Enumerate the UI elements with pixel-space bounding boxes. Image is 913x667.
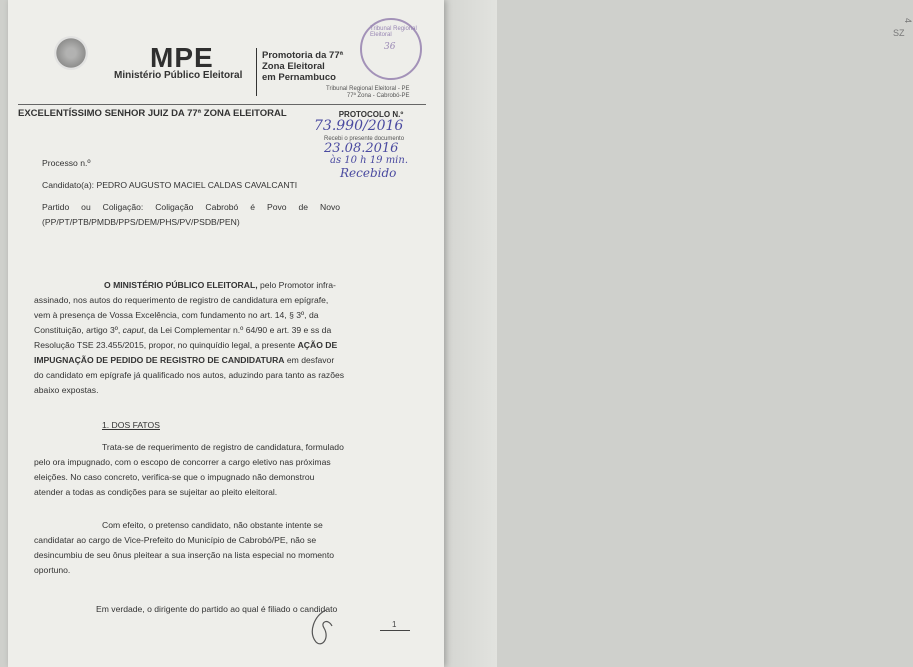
- intro-text: em desfavor: [284, 355, 335, 365]
- intro-line: do candidato em epígrafe já qualificado nos autos, aduzindo para tanto as razões: [34, 370, 345, 380]
- paragraph-3: Em verdade, o dirigente do partido ao qual é filiado o candidato: [96, 604, 338, 614]
- header-rule: [18, 104, 426, 105]
- signature-mark: [306, 608, 336, 648]
- intro-bold: AÇÃO DE: [297, 340, 338, 350]
- paragraph-1: [34, 440, 398, 500]
- tribunal-stamp: [326, 86, 409, 100]
- intro-bold: IMPUGNAÇÃO DE PEDIDO DE REGISTRO DE CANDIDATURA: [34, 355, 285, 365]
- adjacent-page: [443, 0, 913, 667]
- intro-bold: O MINISTÉRIO PÚBLICO ELEITORAL,: [104, 280, 258, 290]
- header-divider: [256, 48, 257, 96]
- paragraph-line: oportuno.: [34, 565, 71, 575]
- promotoria-block: [262, 50, 343, 83]
- paragraph-line: desincumbiu de seu ônus pleitear a sua inserção na lista especial no momento: [34, 550, 335, 560]
- received-label: Recebi o presente documento: [324, 136, 405, 142]
- logo-text: MPE: [150, 42, 214, 73]
- intro-paragraph: [34, 278, 398, 398]
- intro-text: Constituição, artigo 3º,: [34, 325, 123, 335]
- tribunal-line: Tribunal Regional Eleitoral - PE: [326, 86, 410, 92]
- logo-subtitle: Ministério Público Eleitoral: [114, 70, 243, 81]
- partido-text: Partido ou Coligação: Coligação Cabrobó é Povo de Novo: [42, 202, 341, 212]
- section-title: 1. DOS FATOS: [102, 420, 160, 430]
- page-number-rule: [380, 630, 410, 631]
- intro-line: assinado, nos autos do requerimento de registro de candidatura em epígrafe,: [34, 295, 329, 305]
- paragraph-line: eleições. No caso concreto, verifica-se que o impugnado não demonstrou: [34, 472, 315, 482]
- addressee: EXCELENTÍSSIMO SENHOR JUIZ DA 77ª ZONA ELEITORAL: [18, 108, 287, 119]
- promotoria-line: Promotoria da 77ª: [262, 50, 344, 61]
- round-stamp: [360, 18, 422, 80]
- protocol-number: 73.990/2016: [314, 118, 404, 134]
- processo-line: Processo n.º: [42, 158, 91, 168]
- paragraph-line: Com efeito, o pretenso candidato, não obstante intente se: [102, 520, 323, 530]
- partido-list: (PP/PT/PTB/PMDB/PPS/DEM/PHS/PV/PSDB/PEN): [42, 217, 240, 227]
- paragraph-line: atender a todas as condições para se sujeitar ao pleito eleitoral.: [34, 487, 278, 497]
- protocol-signature: Recebido: [340, 166, 397, 180]
- candidato-line: Candidato(a): PEDRO AUGUSTO MACIEL CALDAS CAVALCANTI: [42, 180, 298, 190]
- side-mark: SZ: [893, 28, 905, 38]
- intro-text: pelo Promotor infra-: [257, 280, 336, 290]
- stamp-text: Tribunal Regional Eleitoral: [370, 26, 417, 38]
- intro-line: vem à presença de Vossa Excelência, com fundamento no art. 14, § 3º, da: [34, 310, 319, 320]
- page-number: 1: [392, 620, 397, 629]
- protocol-date: 23.08.2016: [324, 141, 399, 156]
- coat-of-arms-icon: [54, 36, 88, 70]
- stamp-number: 36: [384, 42, 396, 52]
- intro-text: , da Lei Complementar n.º 64/90 e art. 39 e ss da: [143, 325, 332, 335]
- tribunal-line: 77ª Zona - Cabrobó-PE: [346, 93, 410, 99]
- protocol-label: PROTOCOLO N.º: [338, 110, 404, 119]
- promotoria-line: em Pernambuco: [262, 72, 336, 83]
- paragraph-line: pelo ora impugnado, com o escopo de concorrer a cargo eletivo nas próximas: [34, 457, 331, 467]
- paragraph-2: [34, 518, 398, 578]
- intro-text: Resolução TSE 23.455/2015, propor, no quinquídio legal, a presente: [34, 340, 298, 350]
- promotoria-line: Zona Eleitoral: [262, 61, 325, 72]
- protocol-time: às 10 h 19 min.: [330, 155, 408, 166]
- intro-line: abaixo expostas.: [34, 385, 99, 395]
- paragraph-line: candidatar ao cargo de Vice-Prefeito do Município de Cabrobó/PE, não se: [34, 535, 317, 545]
- intro-italic: caput: [122, 325, 144, 335]
- side-number: 4: [903, 18, 913, 24]
- paragraph-line: Trata-se de requerimento de registro de candidatura, formulado: [102, 442, 344, 452]
- partido-line: [42, 200, 382, 230]
